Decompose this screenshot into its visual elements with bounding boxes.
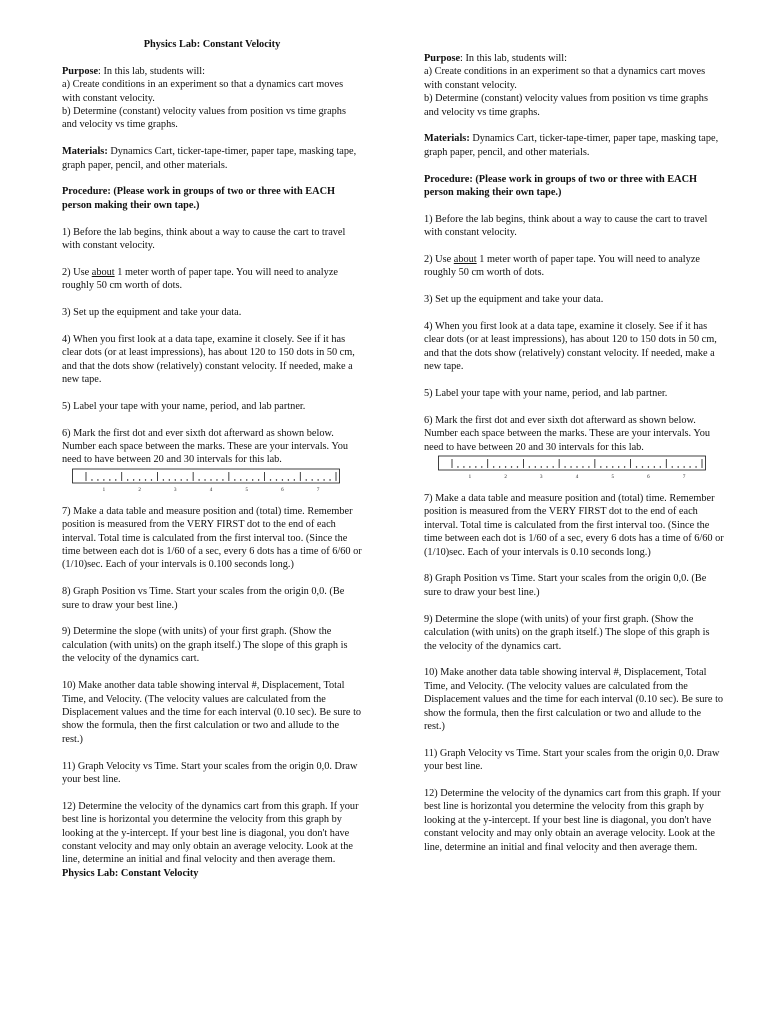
tape-dot — [677, 466, 678, 467]
purpose-label-right: Purpose — [424, 53, 461, 64]
purpose-item-b-right: b) Determine (constant) velocity values from position vs time graphs and velocity vs time graphs. — [424, 93, 708, 118]
tape-dot — [151, 479, 152, 480]
purpose-intro: : In this lab, students will: — [98, 65, 206, 77]
tape-dot — [654, 466, 655, 467]
tape-dot — [505, 466, 506, 467]
tape-dot — [306, 479, 307, 480]
ticker-tape-diagram — [72, 467, 340, 493]
tape-dot — [636, 466, 637, 467]
step-2-underlined-right: about — [453, 254, 477, 266]
interval-label: 3 — [540, 475, 543, 481]
step-9: 9) Determine the slope (with units) of your first graph. (Show the calculation (with units) on the graph itself.) The slope of this graph is the velocity of the dynamics cart. — [62, 626, 348, 665]
step-2-right — [424, 253, 724, 280]
step-8: 8) Graph Position vs Time. Start your scales from the origin 0,0. (Be sure to draw your best line.) — [62, 586, 345, 611]
ticker-tape-figure-right — [438, 454, 724, 480]
step-3: 3) Set up the equipment and take your data. — [62, 307, 242, 319]
purpose-item-a-right: a) Create conditions in an experiment so that a dynamics cart moves with constant velocity. — [424, 66, 706, 91]
tape-dot — [570, 466, 571, 467]
materials-section — [62, 145, 362, 172]
tape-dot — [612, 466, 613, 467]
tape-dot — [493, 466, 494, 467]
tape-dot — [564, 466, 565, 467]
tape-dot — [97, 479, 98, 480]
tape-dot — [252, 479, 253, 480]
step-4-right: 4) When you first look at a data tape, examine it closely. See if it has clear dots (or at least impressions), has about 120 to 150 dots in 50 cm, and that the dots show (relatively) constant velocity. If needed, make a new tape. — [424, 321, 717, 373]
purpose-item-b: b) Determine (constant) velocity values from position vs time graphs and velocity vs time graphs. — [62, 106, 346, 131]
right-column — [424, 52, 724, 854]
step-7: 7) Make a data table and measure position and (total) time. Remember position is measured from the VERY FIRST dot to the end of each interval. Total time is calculated from the first interval too. (Since the time between each dot is 1/60 of a sec, every 6 dots has a time of 6/60 or (1/10)sec. Each of your intervals is 0.100 seconds long.) — [62, 505, 362, 571]
interval-label: 7 — [682, 475, 686, 481]
tape-dot — [186, 479, 187, 480]
tape-dot — [276, 479, 277, 480]
tape-dot — [204, 479, 205, 480]
step-2-underlined: about — [91, 266, 115, 278]
step-4: 4) When you first look at a data tape, examine it closely. See if it has clear dots (or at least impressions), has about 120 to 150 dots in 50 cm, and that the dots show (relatively) constant velocity. If needed, make a new tape. — [62, 333, 355, 386]
tape-dot — [618, 466, 619, 467]
tape-dot — [288, 479, 289, 480]
interval-label: 6 — [281, 487, 284, 493]
step-9-right: 9) Determine the slope (with units) of your first graph. (Show the calculation (with units) on the graph itself.) The slope of this graph is the velocity of the dynamics cart. — [424, 613, 710, 652]
step-1: 1) Before the lab begins, think about a way to cause the cart to travel with constant velocity. — [62, 226, 346, 252]
tape-dot — [606, 466, 607, 467]
interval-label: 2 — [138, 487, 141, 493]
procedure-heading: Procedure: (Please work in groups of two or three with EACH person making their own tape.) — [62, 186, 336, 211]
purpose-item-a: a) Create conditions in an experiment so that a dynamics cart moves with constant velocity. — [62, 79, 344, 104]
tape-dot — [234, 479, 235, 480]
step-2-pre: 2) Use — [62, 266, 92, 278]
materials-label: Materials: — [62, 146, 108, 158]
tape-dot — [133, 479, 134, 480]
step-5: 5) Label your tape with your name, period, and lab partner. — [62, 400, 306, 412]
tape-dot — [588, 466, 589, 467]
tape-dot — [294, 479, 295, 480]
tape-dot — [463, 466, 464, 467]
purpose-intro-right: : In this lab, students will: — [460, 53, 568, 64]
tape-dot — [258, 479, 259, 480]
tape-dot — [469, 466, 470, 467]
interval-label: 7 — [316, 487, 320, 493]
tape-dot — [115, 479, 116, 480]
procedure-heading-right: Procedure: (Please work in groups of two or three with EACH person making their own tape.) — [424, 173, 698, 199]
tape-dot — [145, 479, 146, 480]
tape-dot — [329, 479, 330, 480]
tape-dot — [457, 466, 458, 467]
tape-dot — [323, 479, 324, 480]
purpose-section — [62, 65, 362, 132]
step-6-right: 6) Mark the first dot and ever sixth dot afterward as shown below. Number each space between the marks. These are your intervals. You need to have between 20 and 30 intervals for this lab. — [424, 414, 711, 453]
materials-section-right — [424, 132, 724, 159]
interval-label: 1 — [468, 475, 472, 481]
tape-dot — [529, 466, 530, 467]
tape-dot — [240, 479, 241, 480]
purpose-label: Purpose — [62, 65, 99, 77]
step-2 — [62, 266, 362, 293]
tape-dot — [600, 466, 601, 467]
tape-strip — [73, 469, 340, 483]
tape-dot — [582, 466, 583, 467]
step-12: 12) Determine the velocity of the dynamics cart from this graph. If your best line is horizontal you determine the velocity from this graph by looking at the y-intercept. If your best line is diagonal, you don't have constant velocity and may only obtain an average velocity. Look at the line, determine an initial and final velocity and then average them. — [62, 800, 359, 866]
interval-label: 5 — [611, 475, 614, 481]
materials-text-right: Dynamics Cart, ticker-tape-timer, paper tape, masking tape, graph paper, pencil, and other materials. — [424, 133, 719, 158]
tape-dot — [163, 479, 164, 480]
interval-label: 3 — [174, 487, 177, 493]
step-10: 10) Make another data table showing interval #, Displacement, Total Time, and Velocity. (The velocity values are calculated from the Displacement values and the time for each interval (0.10 sec). Be sure to show the formula, then the first calculation or two and allude to the rest.) — [62, 680, 362, 745]
step-2-post-right: 1 meter worth of paper tape. You will need to analyze roughly 50 cm worth of dots. — [424, 254, 700, 279]
purpose-section-right — [424, 52, 724, 119]
tape-dot — [535, 466, 536, 467]
materials-label-right: Materials: — [424, 133, 470, 145]
tape-dot — [475, 466, 476, 467]
tape-dot — [311, 479, 312, 480]
tape-dot — [672, 466, 673, 467]
step-6: 6) Mark the first dot and ever sixth dot afterward as shown below. Number each space between the marks. These are your intervals. You need to have between 20 and 30 intervals for this lab. — [62, 427, 349, 466]
interval-label: 6 — [647, 475, 650, 481]
tape-dot — [481, 466, 482, 467]
tape-dot — [222, 479, 223, 480]
tape-dot — [511, 466, 512, 467]
tape-dot — [517, 466, 518, 467]
interval-label: 1 — [102, 487, 106, 493]
interval-label: 2 — [504, 475, 507, 481]
step-2-post: 1 meter worth of paper tape. You will need to analyze roughly 50 cm worth of dots. — [62, 266, 338, 292]
ticker-tape-diagram-right — [438, 454, 706, 480]
tape-dot — [270, 479, 271, 480]
bottom-title: Physics Lab: Constant Velocity — [62, 867, 199, 879]
left-column — [62, 38, 362, 880]
step-2-pre-right: 2) Use — [424, 254, 454, 266]
tape-dot — [642, 466, 643, 467]
tape-dot — [109, 479, 110, 480]
tape-dot — [139, 479, 140, 480]
step-3-right: 3) Set up the equipment and take your data. — [424, 294, 604, 306]
step-8-right: 8) Graph Position vs Time. Start your scales from the origin 0,0. (Be sure to draw your best line.) — [424, 573, 707, 598]
ticker-tape-figure — [72, 467, 362, 493]
step-5-right: 5) Label your tape with your name, period, and lab partner. — [424, 388, 668, 400]
tape-dot — [576, 466, 577, 467]
step-11-right: 11) Graph Velocity vs Time. Start your scales from the origin 0,0. Draw your best line. — [424, 747, 720, 773]
tape-dot — [181, 479, 182, 480]
tape-dot — [499, 466, 500, 467]
tape-dot — [552, 466, 553, 467]
interval-label: 5 — [245, 487, 248, 493]
tape-dot — [103, 479, 104, 480]
step-12-right: 12) Determine the velocity of the dynamics cart from this graph. If your best line is horizontal you determine the velocity from this graph by looking at the y-intercept. If your best line is diagonal, you don't have constant velocity and may only obtain an average velocity. Look at the line, determine an initial and final velocity and then average them. — [424, 787, 721, 853]
tape-dot — [547, 466, 548, 467]
step-10-right: 10) Make another data table showing interval #, Displacement, Total Time, and Velocity. (The velocity values are calculated from the Displacement values and the time for each interval (0.10 sec). Be sure to show the formula, then the first calculation or two and allude to the rest.) — [424, 667, 724, 732]
tape-dot — [689, 466, 690, 467]
interval-label: 4 — [209, 487, 213, 493]
tape-dot — [127, 479, 128, 480]
interval-label: 4 — [575, 475, 579, 481]
step-7-right: 7) Make a data table and measure position and (total) time. Remember position is measured from the VERY FIRST dot to the end of each interval. Total time is calculated from the first interval too. (Since the time between each dot is 1/60 of a sec, every 6 dots has a time of 6/60 or (1/10)sec. Each of your intervals is 0.10 seconds long.) — [424, 493, 724, 558]
tape-dot — [683, 466, 684, 467]
tape-dot — [175, 479, 176, 480]
materials-text: Dynamics Cart, ticker-tape-timer, paper tape, masking tape, graph paper, pencil, and other materials. — [62, 146, 357, 171]
tape-dot — [660, 466, 661, 467]
tape-dot — [282, 479, 283, 480]
tape-dot — [216, 479, 217, 480]
tape-dot — [246, 479, 247, 480]
tape-strip — [439, 456, 706, 470]
tape-dot — [91, 479, 92, 480]
tape-dot — [317, 479, 318, 480]
step-1-right: 1) Before the lab begins, think about a way to cause the cart to travel with constant velocity. — [424, 213, 708, 239]
step-11: 11) Graph Velocity vs Time. Start your scales from the origin 0,0. Draw your best line. — [62, 760, 358, 785]
page-title: Physics Lab: Constant Velocity — [143, 39, 281, 50]
tape-dot — [695, 466, 696, 467]
tape-dot — [210, 479, 211, 480]
tape-dot — [624, 466, 625, 467]
tape-dot — [648, 466, 649, 467]
tape-dot — [169, 479, 170, 480]
tape-dot — [198, 479, 199, 480]
tape-dot — [541, 466, 542, 467]
